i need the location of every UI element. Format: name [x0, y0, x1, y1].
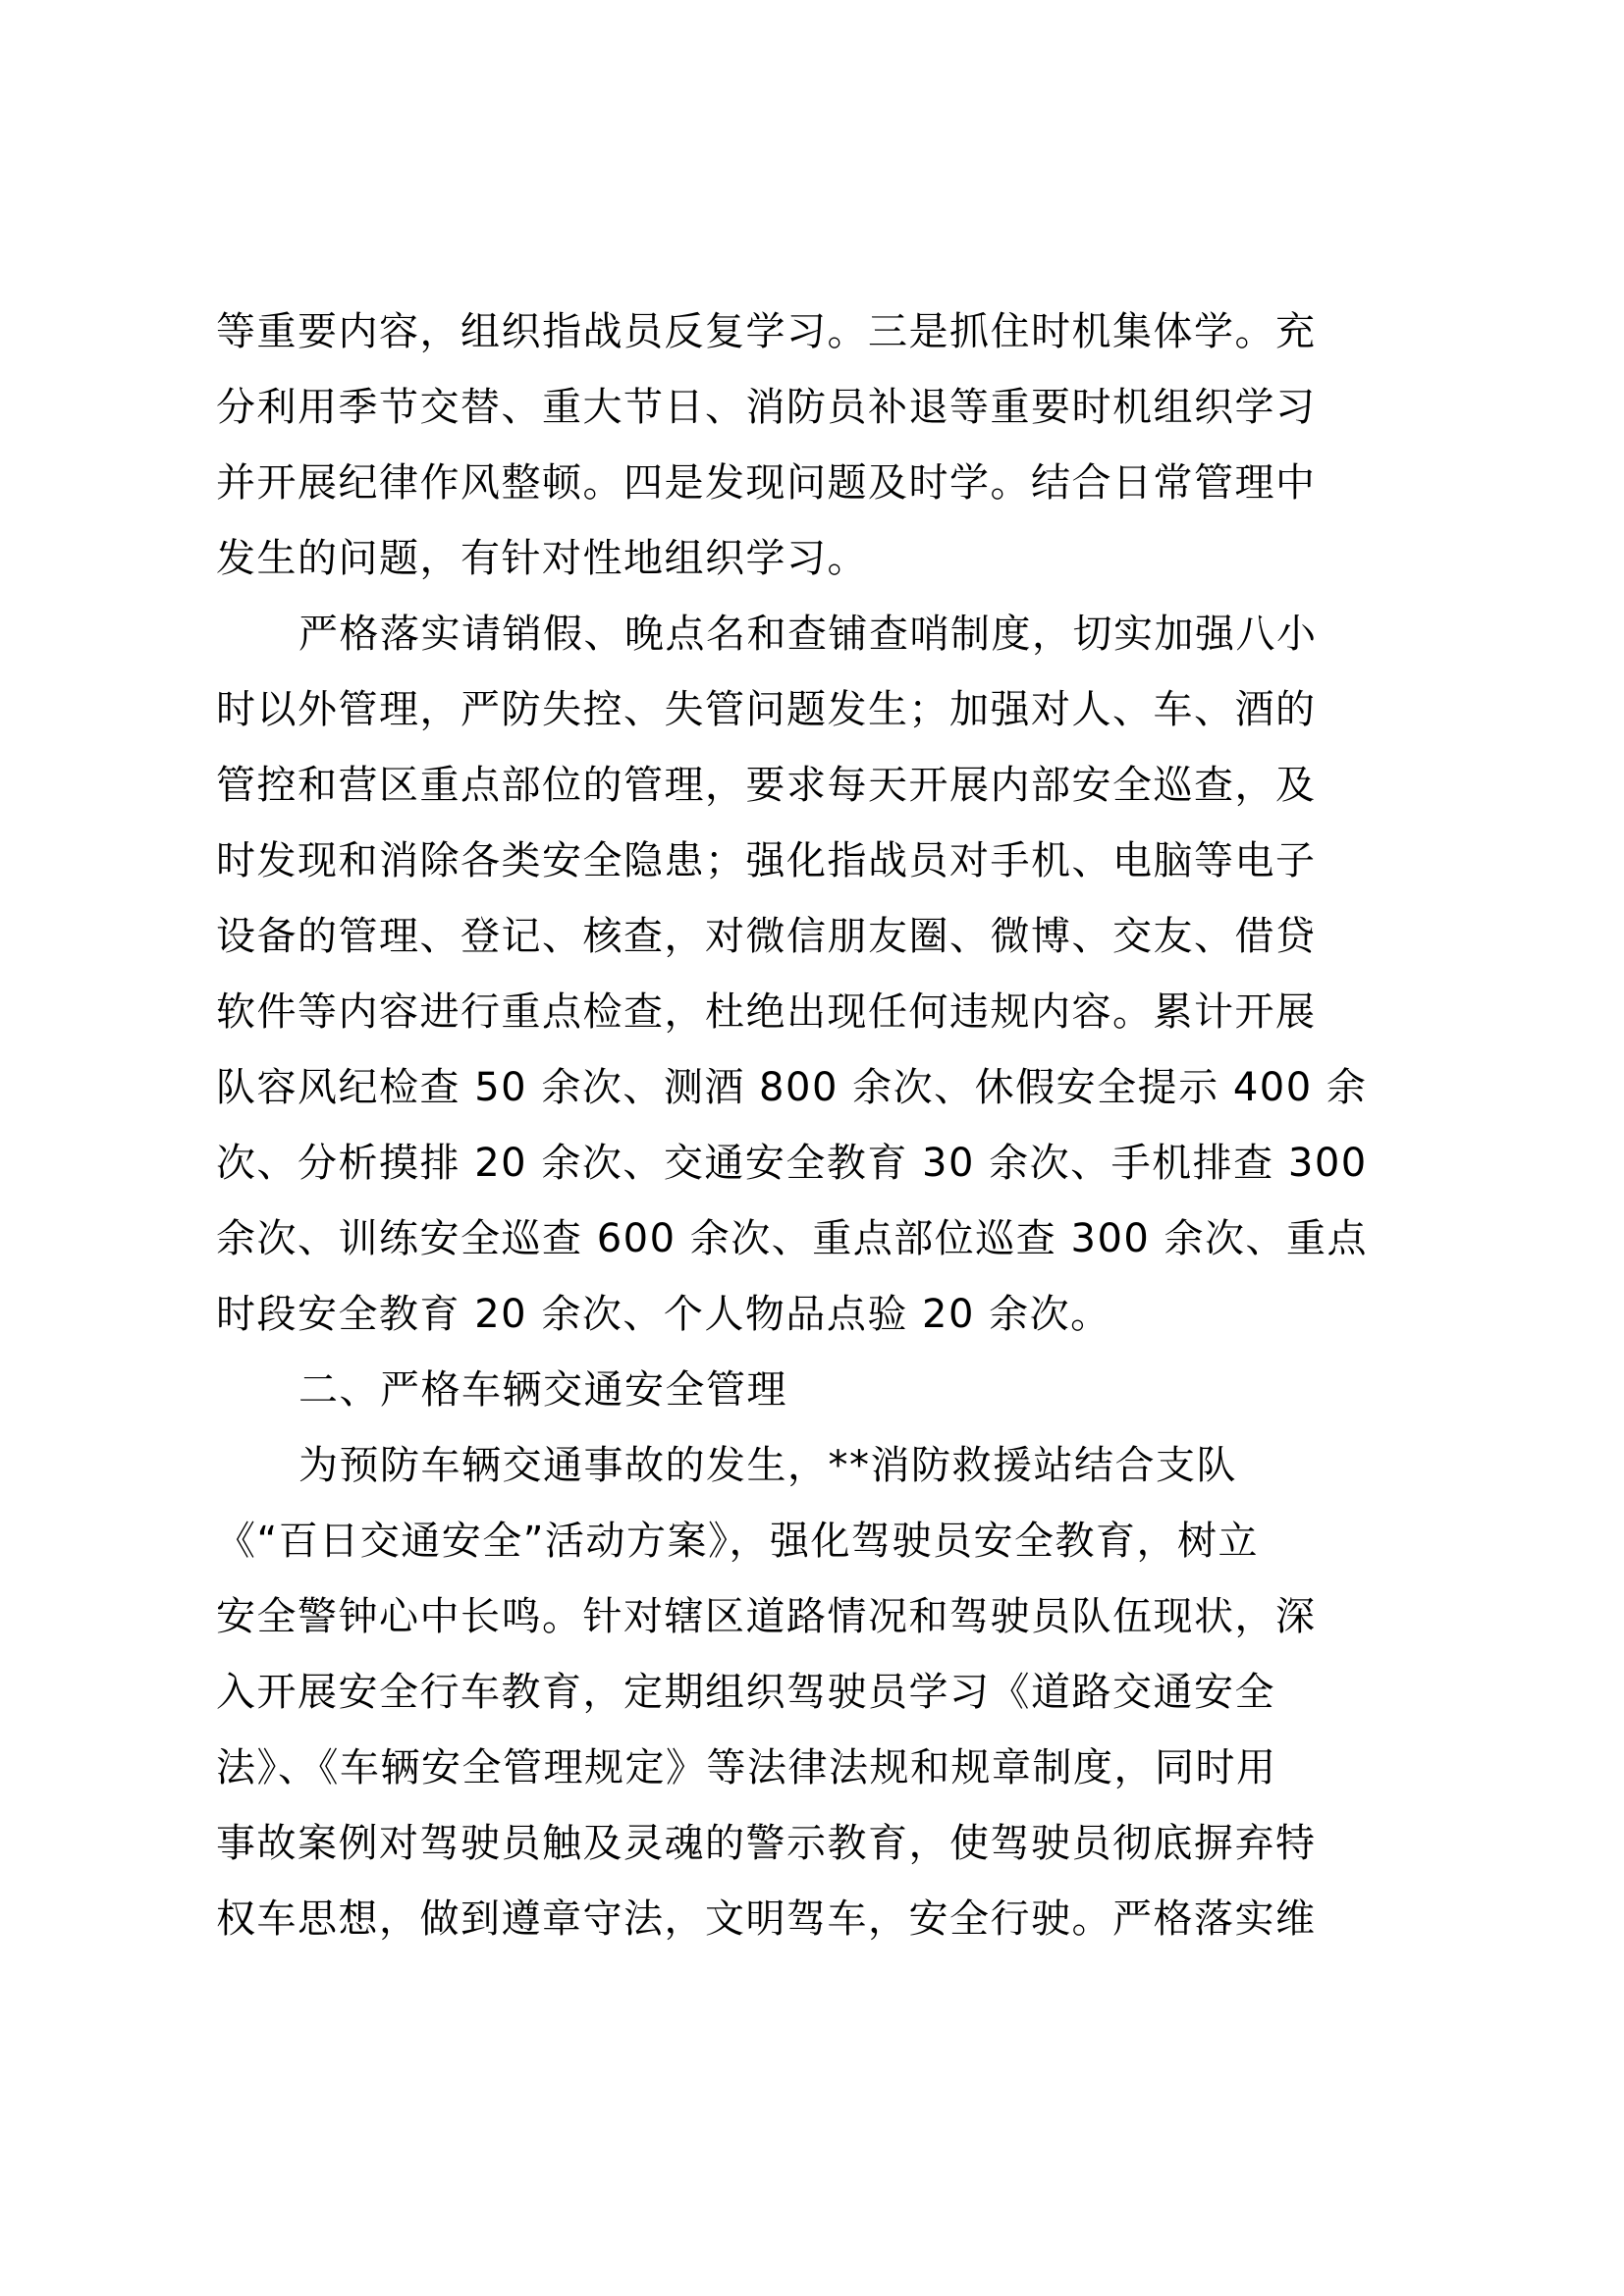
text-line: 分利用季节交替、重大节日、消防员补退等重要时机组织学习: [216, 385, 1317, 430]
text-line: 时发现和消除各类安全隐患；强化指战员对手机、电脑等电子: [216, 838, 1317, 883]
text-line: 《“百日交通安全”活动方案》，强化驾驶员安全教育，树立: [216, 1519, 1259, 1564]
paragraph-first-line: 为预防车辆交通事故的发生，**消防救援站结合支队: [298, 1443, 1237, 1488]
section-heading: 二、严格车辆交通安全管理: [298, 1367, 787, 1413]
text-line: 管控和营区重点部位的管理，要求每天开展内部安全巡查，及: [216, 763, 1317, 808]
paragraph-first-line: 严格落实请销假、晚点名和查铺查哨制度，切实加强八小: [298, 612, 1318, 657]
text-line: 等重要内容，组织指战员反复学习。三是抓住时机集体学。充: [216, 309, 1317, 354]
text-line: 时以外管理，严防失控、失管问题发生；加强对人、车、酒的: [216, 687, 1317, 732]
text-line: 余次、训练安全巡查 600 余次、重点部位巡查 300 余次、重点: [216, 1216, 1369, 1261]
text-line: 事故案例对驾驶员触及灵魂的警示教育，使驾驶员彻底摒弃特: [216, 1821, 1317, 1866]
text-line: 法》、《车辆安全管理规定》等法律法规和规章制度，同时用: [216, 1745, 1277, 1790]
text-line: 队容风纪检查 50 余次、测酒 800 余次、休假安全提示 400 余: [216, 1065, 1368, 1110]
text-line: 时段安全教育 20 余次、个人物品点验 20 余次。: [216, 1292, 1111, 1337]
text-line: 并开展纪律作风整顿。四是发现问题及时学。结合日常管理中: [216, 460, 1317, 506]
text-line: 发生的问题，有针对性地组织学习。: [216, 536, 868, 581]
text-line: 安全警钟心中长鸣。针对辖区道路情况和驾驶员队伍现状，深: [216, 1594, 1317, 1639]
text-line: 权车思想，做到遵章守法，文明驾车，安全行驶。严格落实维: [216, 1896, 1317, 1942]
text-line: 次、分析摸排 20 余次、交通安全教育 30 余次、手机排查 300: [216, 1141, 1368, 1186]
text-line: 软件等内容进行重点检查，杜绝出现任何违规内容。累计开展: [216, 989, 1317, 1035]
text-line: 设备的管理、登记、核查，对微信朋友圈、微博、交友、借贷: [216, 914, 1317, 959]
text-line: 入开展安全行车教育，定期组织驾驶员学习《道路交通安全: [216, 1670, 1275, 1715]
body-text: [216, 294, 1434, 1957]
